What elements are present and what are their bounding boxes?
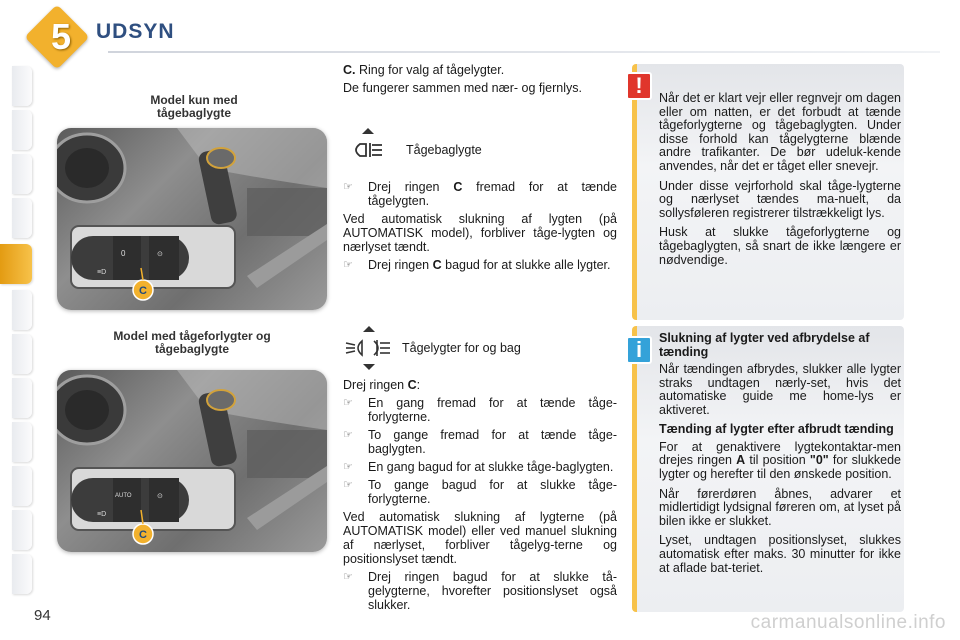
warning-panel-body [659,92,901,273]
chapter-tab-10[interactable] [12,466,32,506]
callout-c-2: C [139,529,147,541]
paragraph-2: Ved automatisk slukning af lygten (på AUTOMATISK model), forbliver tåge-lygten og nærlyset tændt. [343,212,617,254]
front-rear-fog-icon [344,324,394,372]
info-icon: i [626,336,652,364]
model2-label: Model med tågeforlygter og tågebaglygte [113,329,271,356]
front-rear-fog-row [344,324,521,372]
page-header [20,6,940,58]
chapter-tab-9[interactable] [12,422,32,462]
chapter-tab-6[interactable] [12,290,32,330]
info-panel-body [659,332,901,581]
rear-fog-label: Tågebaglygte [406,143,482,157]
lever-label-zero: 0 [121,249,126,258]
c-intro: C. Ring for valg af tågelygter. [343,63,505,77]
bullet-7: ☞ Drej ringen bagud for at slukke tå-gelygterne, hvorefter positionslyset også slukker. [343,570,617,612]
chapter-tab-1[interactable] [12,66,32,106]
rear-fog-icon [348,126,388,174]
bullet-4: ☞ To gange fremad for at tænde tåge-baglygten. [343,428,617,456]
bullet-2: ☞ Drej ringen C bagud for at slukke alle lygter. [343,258,611,272]
paragraph-3: Ved automatisk slukning af lygterne (på AUTOMATISK model) eller ved manuel slukning af nærlyset, forbliver tågelyg-terne og positionslyset tændt. [343,510,617,566]
chapter-tab-11[interactable] [12,510,32,550]
rear-fog-row [348,126,482,174]
info-panel [632,326,904,612]
lighting-stalk-photo-rear-fog [57,128,327,310]
bullet-5: ☞ En gang bagud for at slukke tåge-baglygten. [343,460,614,474]
chapter-title: UDSYN [96,20,175,43]
svg-text:⊙: ⊙ [157,251,163,258]
front-rear-fog-label: Tågelygter for og bag [402,341,521,355]
info-p2: For at genaktivere lygtekontaktar-men drejes ringen A til position "0" for slukkede lygter og herefter til den ønskede position. [659,439,901,482]
paragraph-1: De fungerer sammen med nær- og fjernlys. [343,81,582,95]
svg-text:≡D: ≡D [97,269,107,276]
warning-p1: Når det er klart vejr eller regnvejr om dagen eller om natten, er det forbudt at tænde tågeforlygterne og tågebaglygten. Under disse forhold kan tågelygterne blænde andre trafikanter. De bør udeluk-kende anvendes, når det er tåget eller snevejr. [659,91,901,173]
bullet-6: ☞ To gange bagud for at slukke tåge-forlygterne. [343,478,617,506]
chapter-tab-3[interactable] [12,154,32,194]
info-p3: Når førerdøren åbnes, advarer et midlertidigt lydsignal føreren om, at lyset på bilen ikke er slukket. [659,486,901,528]
chapter-tab-4[interactable] [12,198,32,238]
warning-panel [632,64,904,320]
model1-label: Model kun med tågebaglygte [150,93,238,120]
warning-icon: ! [626,72,652,100]
title-divider [108,51,940,53]
chapter-tab-7[interactable] [12,334,32,374]
middle-top-text [343,63,617,99]
chapter-tab-2[interactable] [12,110,32,150]
warning-p3: Husk at slukke tågeforlygterne og tågebaglygten, så snart de ikke længere er nødvendige. [659,225,901,267]
info-heading-2: Tænding af lygter efter afbrudt tænding [659,422,894,437]
chapter-number: 5 [50,16,72,57]
chapter-tab-5-active[interactable] [0,244,32,284]
bullet-1: ☞ Drej ringen C fremad for at tænde tågelygten. [343,180,617,208]
info-heading-1: Slukning af lygter ved afbrydelse af tænding [659,331,870,359]
drej-ringen: Drej ringen C: [343,378,421,392]
middle-rear-fog-text [343,180,617,276]
info-p1: Når tændingen afbrydes, slukker alle lygter straks undtagen nærly-set, hvis det automatiske guide me home-lys er aktiveret. [659,362,901,417]
chapter-tab-8[interactable] [12,378,32,418]
watermark: carmanualsonline.info [750,612,946,633]
svg-text:≡D: ≡D [97,511,107,518]
lighting-stalk-photo-front-rear-fog [57,370,327,552]
chapter-tab-12[interactable] [12,554,32,594]
callout-c-1: C [139,285,147,297]
warning-p2: Under disse vejrforhold skal tåge-lygterne og nærlyset tændes ma-nuelt, da sollysføleren registrerer tilstrækkeligt lys. [659,178,901,220]
bullet-3: ☞ En gang fremad for at tænde tåge-forlygterne. [343,396,617,424]
chapter-tab-strip [0,66,32,586]
lever-label-auto: AUTO [115,493,132,499]
info-p4: Lyset, undtagen positionslyset, slukkes automatisk efter maks. 30 minutter for ikke at aflade bat-teriet. [659,533,901,575]
page-number: 94 [34,607,51,624]
svg-text:⊙: ⊙ [157,493,163,500]
middle-front-rear-text [343,378,617,616]
